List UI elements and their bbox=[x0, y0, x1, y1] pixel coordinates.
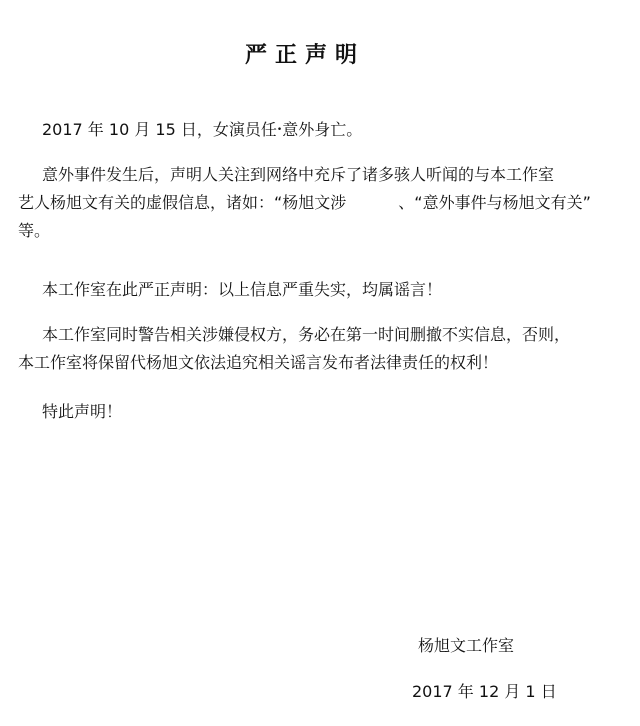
paragraph-declaration: 本工作室在此严正声明：以上信息严重失实，均属谣言！ bbox=[42, 280, 443, 299]
paragraph-date-event bbox=[18, 116, 640, 144]
paragraph-line: 本工作室将保留代杨旭文依法追究相关谣言发布者法律责任的权利！ bbox=[18, 353, 499, 372]
paragraph-warning bbox=[18, 321, 628, 377]
document-title: 严正声明 bbox=[244, 43, 365, 68]
paragraph-text: 2017 年 10 月 15 日，女演员任 bbox=[42, 120, 277, 139]
redacted-area bbox=[346, 196, 398, 212]
paragraph-line: 本工作室同时警告相关涉嫌侵权方，务必在第一时间删撤不实信息，否则， bbox=[42, 325, 571, 344]
redaction-dot: • bbox=[276, 125, 283, 135]
paragraph-text: 意外身亡。 bbox=[282, 120, 363, 139]
signature-studio: 杨旭文工作室 bbox=[418, 636, 515, 655]
paragraph-text: 艺人杨旭文有关的虚假信息，诸如：“杨旭文涉 bbox=[18, 193, 347, 212]
paragraph-line: 等。 bbox=[18, 221, 51, 240]
paragraph-rumors bbox=[18, 161, 628, 245]
signature-date: 2017 年 12 月 1 日 bbox=[412, 682, 557, 701]
paragraph-line: 意外事件发生后，声明人关注到网络中充斥了诸多骇人听闻的与本工作室 bbox=[42, 165, 555, 184]
paragraph-closing: 特此声明！ bbox=[42, 402, 123, 421]
paragraph-line bbox=[18, 189, 628, 217]
paragraph-text: 、“意外事件与杨旭文有关” bbox=[398, 193, 591, 212]
